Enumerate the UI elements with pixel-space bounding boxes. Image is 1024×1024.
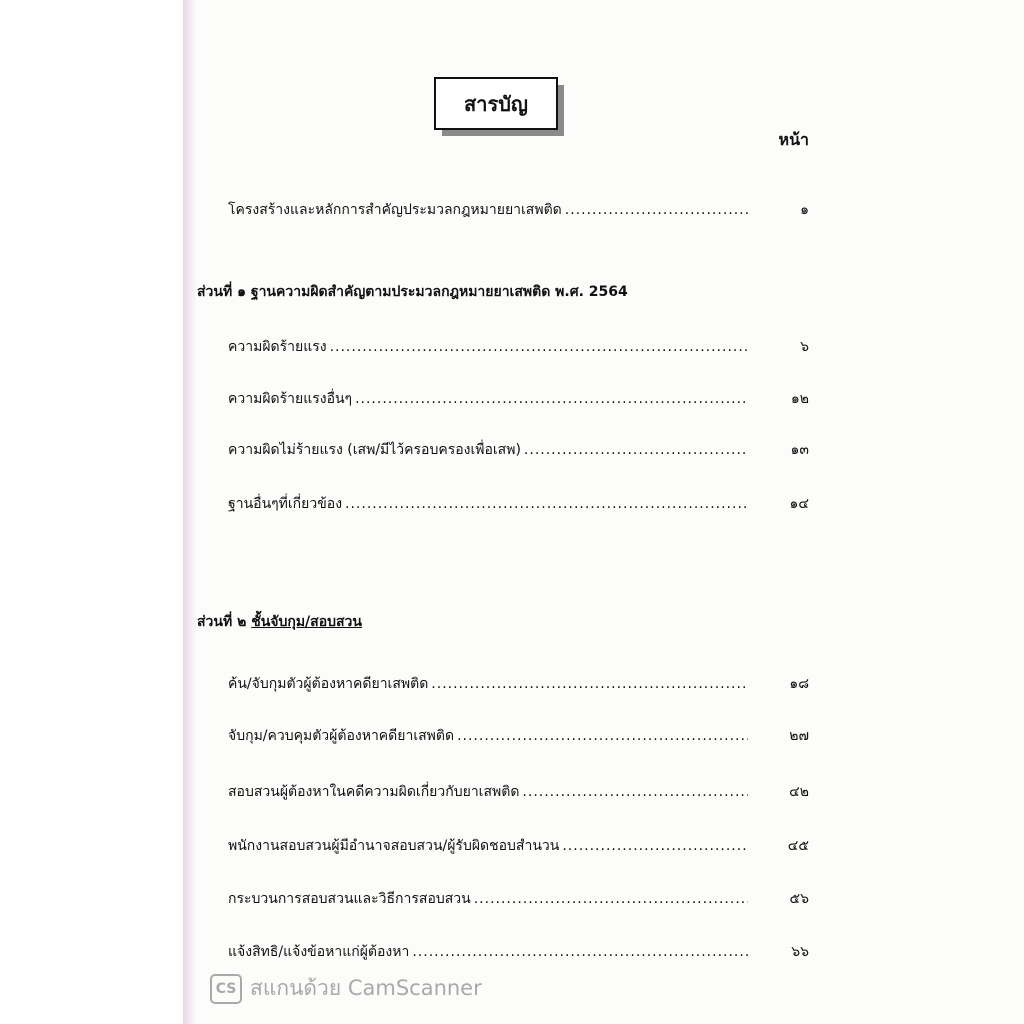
toc-entry[interactable] (228, 388, 748, 410)
dot-leader (431, 676, 748, 692)
toc-entry[interactable] (228, 941, 748, 963)
toc-entry-label: กระบวนการสอบสวนและวิธีการสอบสวน (228, 891, 471, 907)
toc-entry[interactable] (228, 888, 748, 910)
toc-entry-page: ๑๘ (789, 676, 809, 692)
toc-entry-page: ๖ (800, 339, 809, 355)
watermark-text: สแกนด้วย CamScanner (250, 976, 482, 1000)
section-title: ชั้นจับกุม/สอบสวน (251, 614, 362, 630)
toc-entry-page: ๑๔ (789, 496, 809, 512)
section-prefix: ส่วนที่ ๑ (197, 284, 246, 300)
section-heading-1 (197, 281, 628, 303)
toc-entry-page: ๑๒ (790, 391, 809, 407)
toc-entry[interactable] (228, 199, 748, 221)
dot-leader (474, 891, 748, 907)
dot-leader (522, 784, 748, 800)
toc-entry-page: ๕๖ (789, 891, 809, 907)
toc-entry-label: พนักงานสอบสวนผู้มีอำนาจสอบสวน/ผู้รับผิดชอบสำนวน (228, 838, 560, 854)
dot-leader (412, 944, 748, 960)
dot-leader (355, 391, 748, 407)
dot-leader (345, 496, 748, 512)
toc-entry-label: ความผิดร้ายแรง (228, 339, 327, 355)
toc-entry-label: ความผิดร้ายแรงอื่นๆ (228, 391, 353, 407)
toc-entry-label: จับกุม/ควบคุมตัวผู้ต้องหาคดียาเสพติด (228, 728, 455, 744)
toc-entry-label: ฐานอื่นๆที่เกี่ยวข้อง (228, 496, 343, 512)
toc-entry-page: ๑๓ (790, 442, 809, 458)
toc-entry[interactable] (228, 336, 748, 358)
toc-entry-page: ๔๕ (787, 838, 809, 854)
toc-entry[interactable] (228, 725, 748, 747)
toc-entry[interactable] (228, 439, 748, 461)
page-binding-edge (183, 0, 197, 1024)
dot-leader (565, 202, 748, 218)
toc-entry-page: ๔๒ (789, 784, 809, 800)
toc-entry-label: แจ้งสิทธิ/แจ้งข้อหาแก่ผู้ต้องหา (228, 944, 410, 960)
toc-entry[interactable] (228, 493, 748, 515)
dot-leader (562, 838, 748, 854)
toc-entry[interactable] (228, 835, 748, 857)
toc-entry-label: สอบสวนผู้ต้องหาในคดีความผิดเกี่ยวกับยาเสพติด (228, 784, 520, 800)
toc-entry-page: ๑ (800, 202, 809, 218)
dot-leader (524, 442, 748, 458)
toc-entry-page: ๖๖ (791, 944, 809, 960)
section-title: ฐานความผิดสำคัญตามประมวลกฎหมายยาเสพติด พ.ศ. 2564 (250, 284, 628, 300)
toc-title: สารบัญ (434, 77, 558, 130)
page-column-header: หน้า (778, 130, 809, 149)
toc-entry-label: ค้น/จับกุมตัวผู้ต้องหาคดียาเสพติด (228, 676, 429, 692)
dot-leader (330, 339, 748, 355)
toc-entry-page: ๒๗ (789, 728, 809, 744)
toc-entry-label: ความผิดไม่ร้ายแรง (เสพ/มีไว้ครอบครองเพื่อเสพ) (228, 442, 521, 458)
section-heading-2 (197, 611, 362, 633)
camscanner-logo-icon: CS (210, 974, 242, 1004)
toc-entry[interactable] (228, 781, 748, 803)
camscanner-watermark (210, 972, 482, 1005)
toc-entry[interactable] (228, 673, 748, 695)
dot-leader (457, 728, 748, 744)
section-prefix: ส่วนที่ ๒ (197, 614, 247, 630)
toc-entry-label: โครงสร้างและหลักการสำคัญประมวลกฎหมายยาเสพติด (228, 202, 562, 218)
